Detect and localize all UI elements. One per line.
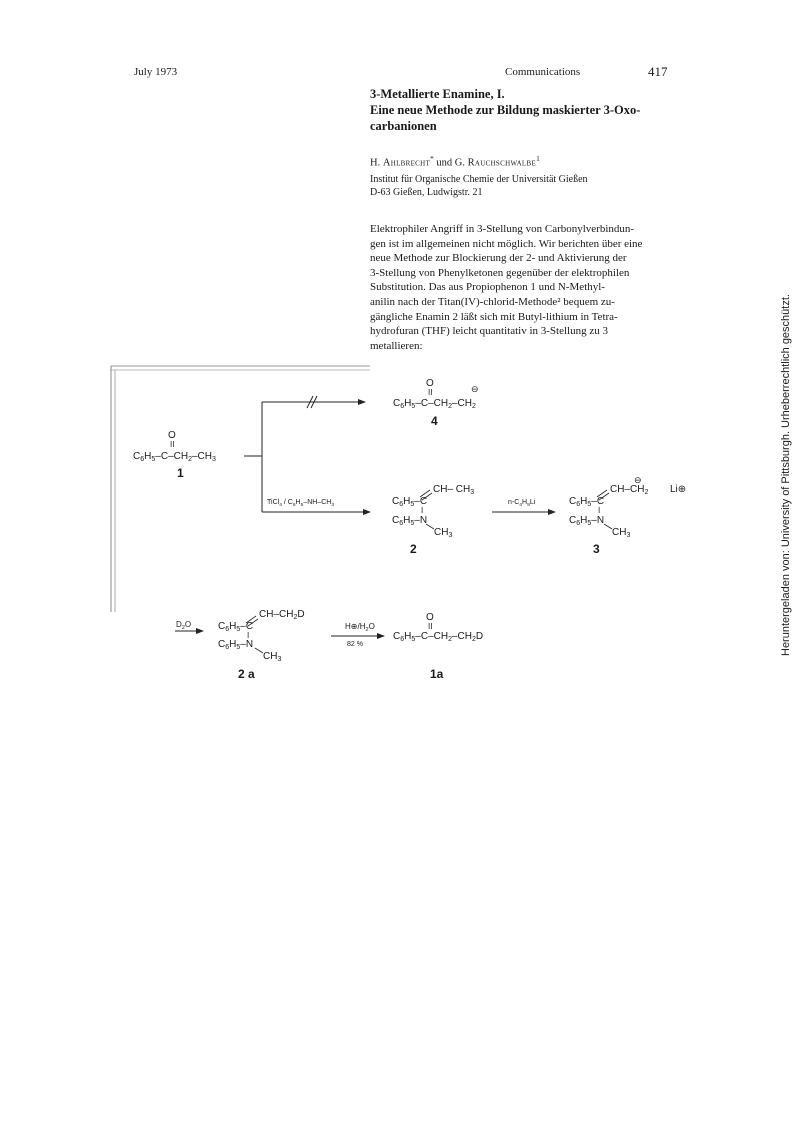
compound-4-oxygen: O [426, 378, 434, 389]
compound-1-formula: $C_6H_5-C-CH_2-CH_3$ [133, 451, 216, 463]
abstract-line: metallieren: [370, 339, 423, 352]
compound-2-bottom: $C_6H_5-N$ [392, 515, 428, 527]
author-name: Rauchschwalbe [467, 157, 537, 169]
page-number: 417 [648, 64, 668, 79]
author-mark: * [430, 154, 434, 163]
compound-4-double-bond: II [428, 388, 433, 397]
institution-line: D-63 Gießen, Ludwigstr. 21 [370, 187, 483, 198]
compound-2a-ring: $C_6H_5-C$ [218, 621, 254, 633]
compound-1-double-bond: II [170, 440, 175, 449]
n-methyl-bond [604, 524, 612, 529]
compound-2a-bottom: $C_6H_5-N$ [218, 639, 254, 651]
compound-2-methyl: $CH_3$ [434, 527, 453, 539]
abstract-line: neue Methode zur Blockierung der 2- und Aktivierung der [370, 252, 627, 265]
compound-2a-bar: I [247, 631, 250, 640]
institution-line: Institut für Organische Chemie der Universität Gießen [370, 174, 588, 185]
reagent-d2o: $D_2O$ [176, 620, 192, 631]
compound-2a-label: 2 a [238, 667, 255, 681]
compound-3-bottom: $C_6H_5-N$ [569, 515, 605, 527]
n-methyl-bond [255, 648, 263, 653]
compound-1a-formula: $C_6H_5-C-CH_2-CH_2D$ [393, 631, 484, 643]
n-methyl-bond [426, 524, 434, 529]
author-name: Ahlbrecht [382, 157, 431, 169]
compound-3-charge: ⊖ [634, 475, 642, 485]
author-mark: 1 [536, 154, 540, 163]
title-line: 3-Metallierte Enamine, I. [370, 87, 505, 101]
reagent-buli: $n-C_4H_9Li$ [508, 499, 536, 508]
download-watermark: Heruntergeladen von: University of Pittsburgh. Urheberrechtlich geschützt. [780, 294, 792, 656]
compound-2a-top: $CH-CH_2D$ [259, 609, 305, 621]
compound-2-bar: I [421, 506, 424, 515]
compound-3-bar: I [598, 506, 601, 515]
compound-4-charge: ⊖ [471, 384, 479, 394]
author-initial: G. [454, 157, 465, 169]
title-line: Eine neue Methode zur Bildung maskierter 3-Oxo- [370, 103, 641, 117]
author-conj: und [436, 157, 453, 169]
header-section: Communications [505, 66, 581, 78]
compound-3-methyl: $CH_3$ [612, 527, 631, 539]
compound-1-oxygen: O [168, 430, 176, 441]
compound-2a-methyl: $CH_3$ [263, 651, 282, 663]
compound-1a-oxygen: O [426, 612, 434, 623]
title-line: carbanionen [370, 119, 437, 133]
compound-3-top: $CH-CH_2$ [610, 484, 649, 496]
compound-2-ring: $C_6H_5-C$ [392, 496, 428, 508]
compound-1a-label: 1a [430, 667, 444, 681]
compound-3-label: 3 [593, 542, 600, 556]
abstract-line: anilin nach der Titan(IV)-chlorid-Methode² bequem zu- [370, 295, 615, 308]
reagent-ticl4: TiCl$_4$ / $C_6H_5-NH-CH_3$ [267, 499, 335, 508]
compound-4-label: 4 [431, 414, 438, 428]
abstract-line: gen ist im allgemeinen nicht möglich. Wir berichten über eine [370, 237, 643, 250]
compound-3-li: Li⊕ [670, 484, 687, 495]
compound-1-label: 1 [177, 466, 184, 480]
reagent-yield: 82 % [347, 641, 363, 648]
abstract-line: 3-Stellung von Phenylketonen gegenüber der elektrophilen [370, 266, 630, 279]
reagent-hydrolysis: $H\oplus/H_2O$ [345, 622, 375, 633]
abstract-line: gängliche Enamin 2 läßt sich mit Butyl-lithium in Tetra- [370, 310, 618, 323]
abstract-line: Elektrophiler Angriff in 3-Stellung von Carbonylverbindun- [370, 223, 635, 235]
compound-4-formula: $C_6H_5-C-CH_2-CH_2$ [393, 398, 476, 410]
header-date: July 1973 [134, 66, 178, 78]
author-initial: H. [370, 157, 381, 169]
compound-3-ring: $C_6H_5-C$ [569, 496, 605, 508]
compound-1a-double-bond: II [428, 622, 433, 631]
compound-2-top: CH– $CH_3$ [433, 484, 475, 496]
abstract-line: Substitution. Das aus Propiophenon 1 und N-Methyl- [370, 281, 605, 294]
abstract-line: hydrofuran (THF) leicht quantitativ in 3-Stellung zu 3 [370, 325, 608, 338]
compound-2-label: 2 [410, 542, 417, 556]
